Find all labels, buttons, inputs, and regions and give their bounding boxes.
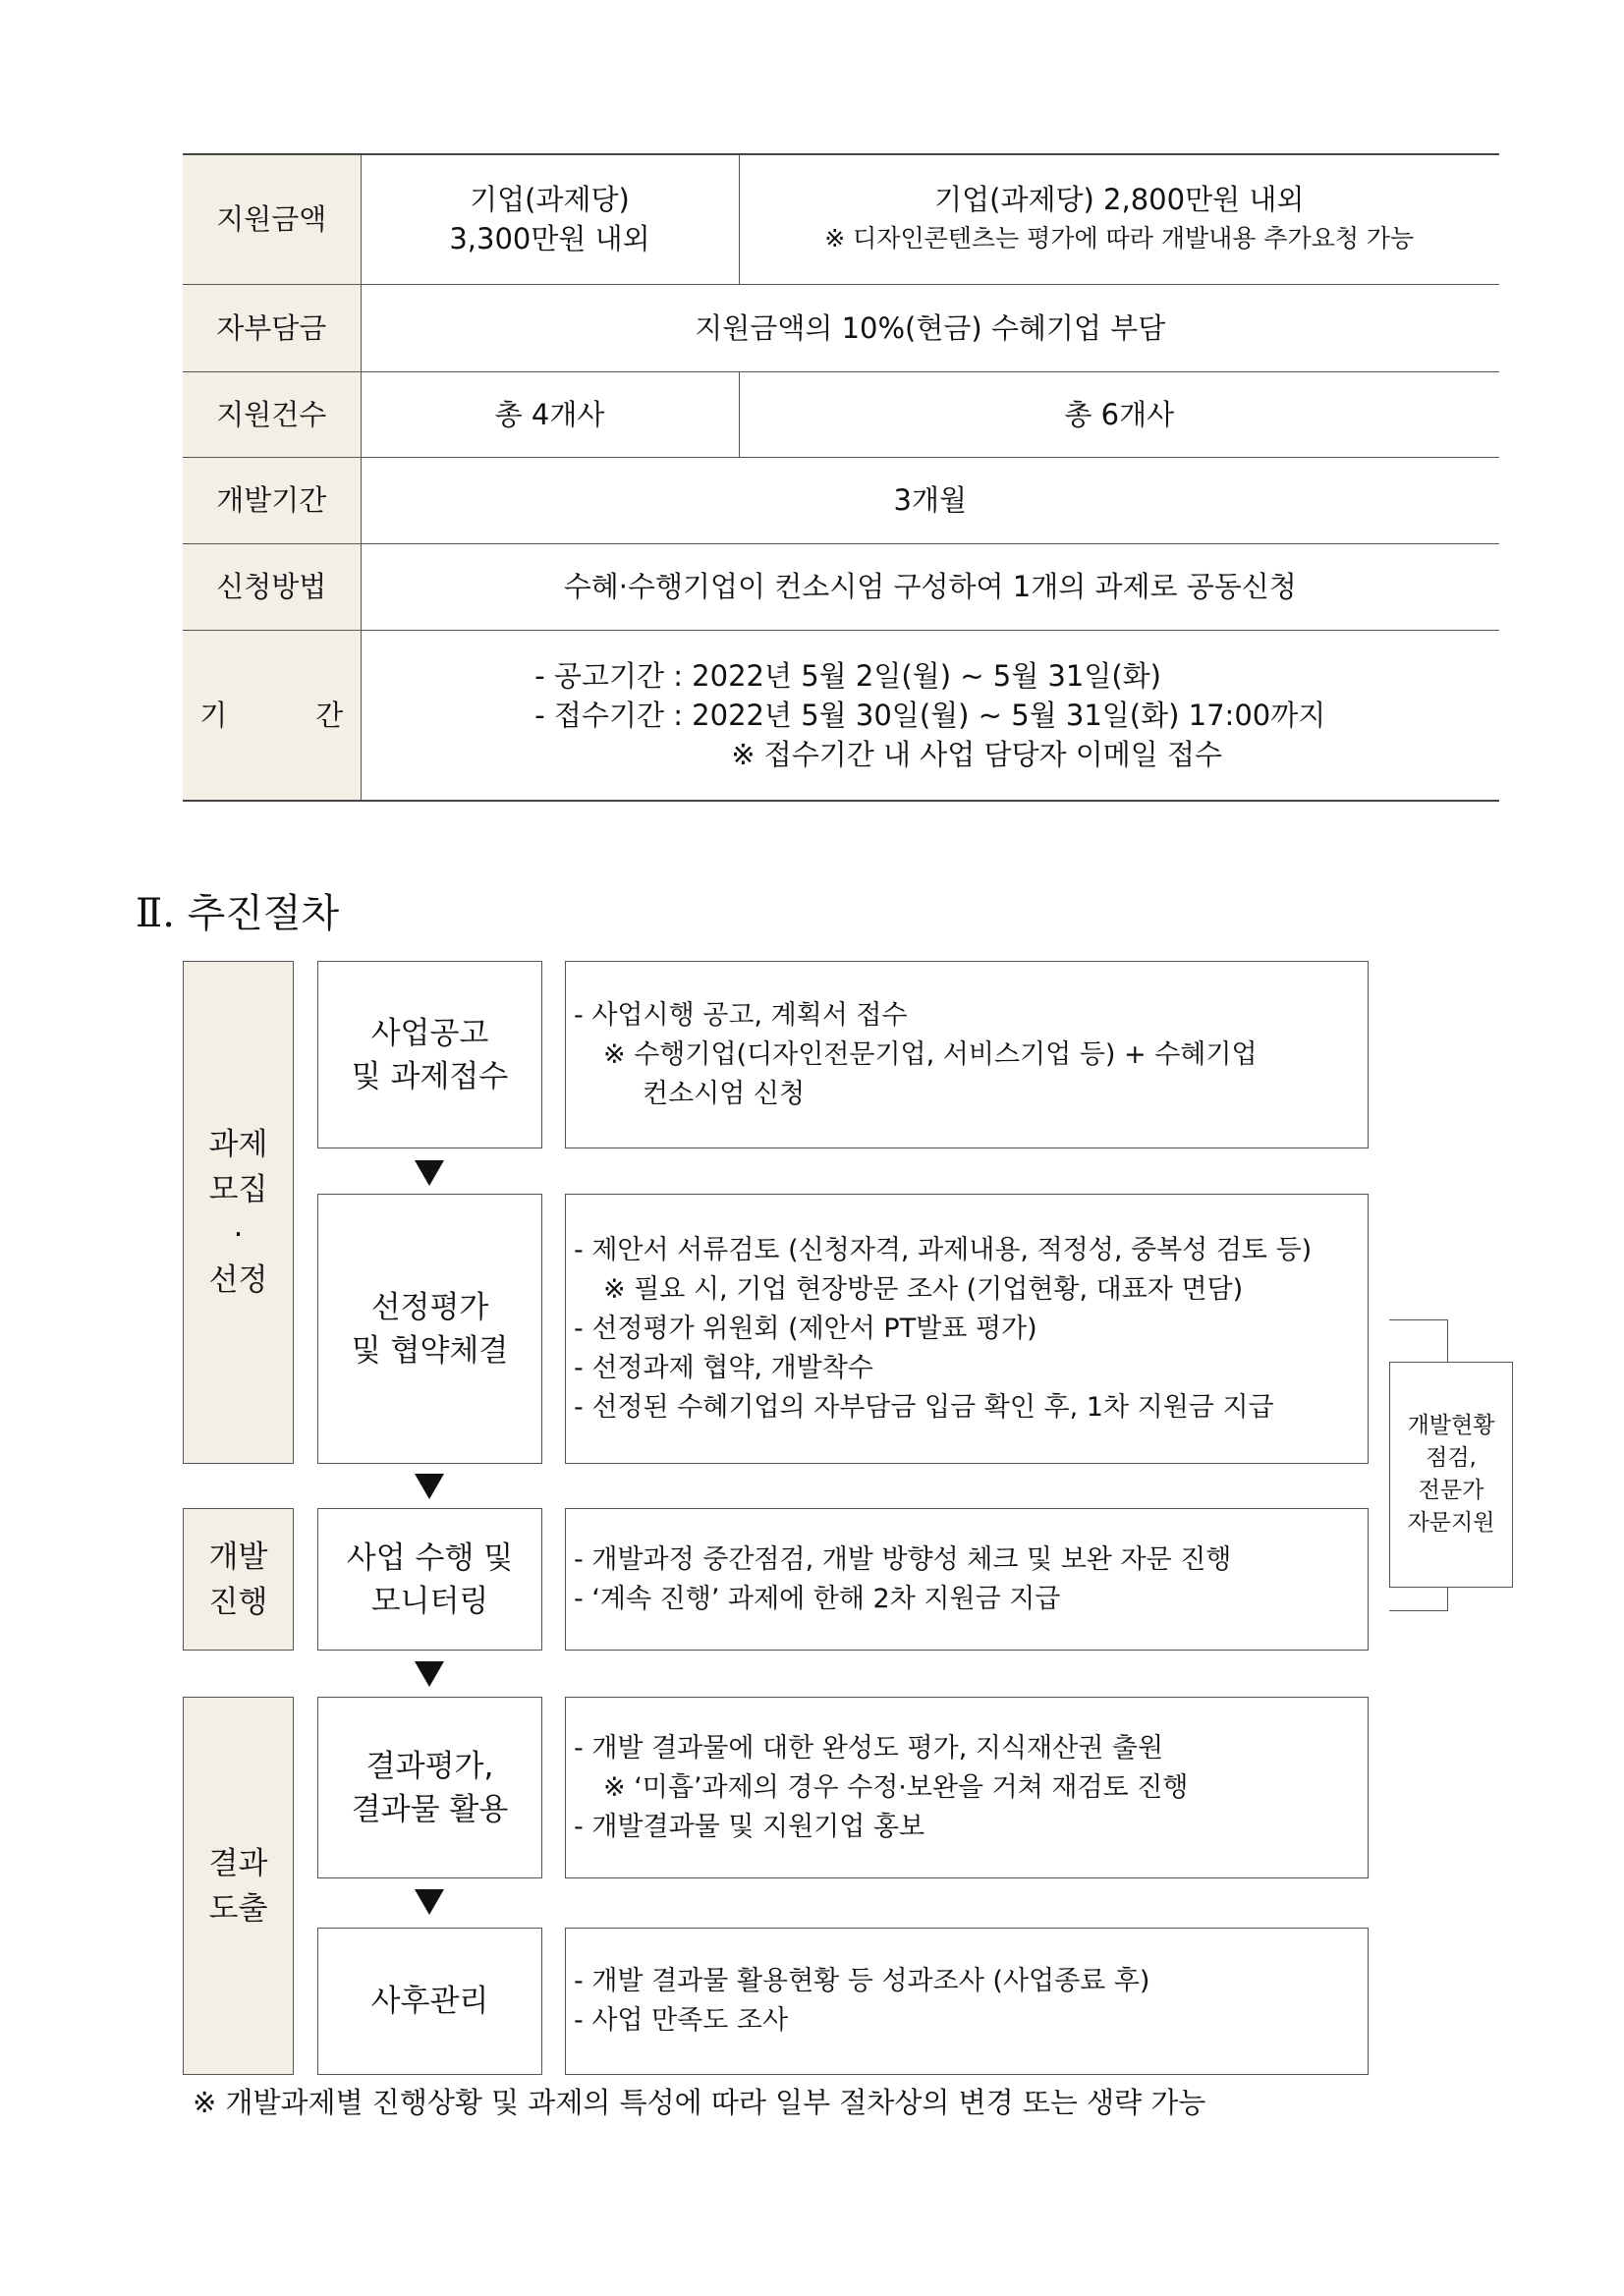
step-execution: 사업 수행 및 모니터링	[317, 1508, 542, 1651]
step-announcement-details: - 사업시행 공고, 계획서 접수 ※ 수행기업(디자인전문기업, 서비스기업 등) + 수혜기업 컨소시엄 신청	[565, 961, 1369, 1148]
support-info-table	[183, 153, 1499, 802]
self-pay-value: 지원금액의 10%(현금) 수혜기업 부담	[361, 284, 1499, 371]
row-label-method: 신청방법	[183, 543, 361, 630]
count-col1: 총 4개사	[361, 371, 739, 457]
down-arrow-icon	[415, 1474, 444, 1499]
row-label-count: 지원건수	[183, 371, 361, 457]
down-arrow-icon	[415, 1889, 444, 1915]
row-label-amount: 지원금액	[183, 154, 361, 284]
side-support-box: 개발현황 점검, 전문가 자문지원	[1389, 1362, 1513, 1588]
row-label-dates: 기 간	[183, 630, 361, 801]
section-title: Ⅱ. 추진절차	[136, 891, 340, 936]
step-follow-up-details: - 개발 결과물 활용현황 등 성과조사 (사업종료 후) - 사업 만족도 조사	[565, 1928, 1369, 2075]
count-col2: 총 6개사	[739, 371, 1499, 457]
row-label-dev-period: 개발기간	[183, 457, 361, 543]
step-evaluation: 선정평가 및 협약체결	[317, 1194, 542, 1464]
dates-note: ※ 접수기간 내 사업 담당자 이메일 접수	[731, 737, 1223, 771]
amount-col1: 기업(과제당) 3,300만원 내외	[361, 154, 739, 284]
down-arrow-icon	[415, 1661, 444, 1687]
notice-period: - 공고기간 : 2022년 5월 2일(월) ~ 5월 31일(화)	[534, 658, 1161, 693]
table-row-dev-period	[183, 457, 1499, 543]
table-row-method	[183, 543, 1499, 630]
table-row-amount	[183, 154, 1499, 284]
table-row-self-pay	[183, 284, 1499, 371]
step-result-evaluation: 결과평가, 결과물 활용	[317, 1697, 542, 1878]
amount-col2: 기업(과제당) 2,800만원 내외 ※ 디자인콘텐츠는 평가에 따라 개발내용 추가요청 가능	[739, 154, 1499, 284]
method-value: 수혜·수행기업이 컨소시엄 구성하여 1개의 과제로 공동신청	[361, 543, 1499, 630]
amount-note: ※ 디자인콘텐츠는 평가에 따라 개발내용 추가요청 가능	[824, 224, 1415, 253]
stage-recruit-select: 과제 모집 · 선정	[183, 961, 294, 1464]
row-label-self-pay: 자부담금	[183, 284, 361, 371]
step-announcement: 사업공고 및 과제접수	[317, 961, 542, 1148]
step-execution-details: - 개발과정 중간점검, 개발 방향성 체크 및 보완 자문 진행 - ‘계속 진행’ 과제에 한해 2차 지원금 지급	[565, 1508, 1369, 1651]
side-bracket-bottom	[1389, 1588, 1448, 1611]
step-result-evaluation-details: - 개발 결과물에 대한 완성도 평가, 지식재산권 출원 ※ ‘미흡’과제의 경우 수정·보완을 거쳐 재검토 진행 - 개발결과물 및 지원기업 홍보	[565, 1697, 1369, 1878]
stage-develop: 개발 진행	[183, 1508, 294, 1651]
step-evaluation-details: - 제안서 서류검토 (신청자격, 과제내용, 적정성, 중복성 검토 등) ※ 필요 시, 기업 현장방문 조사 (기업현황, 대표자 면담) - 선정평가 위원회 (제안서 PT발표 평가) - 선정과제 협약, 개발착수 - 선정된 수혜기업의 자부담금 입금 확인 후, 1차 지원금 지급	[565, 1194, 1369, 1464]
application-period: - 접수기간 : 2022년 5월 30일(월) ~ 5월 31일(화) 17:00까지	[534, 698, 1326, 732]
side-bracket-top	[1389, 1319, 1448, 1362]
table-row-count	[183, 371, 1499, 457]
dev-period-value: 3개월	[361, 457, 1499, 543]
down-arrow-icon	[415, 1160, 444, 1186]
stage-result: 결과 도출	[183, 1697, 294, 2075]
footnote: ※ 개발과제별 진행상황 및 과제의 특성에 따라 일부 절차상의 변경 또는 생략 가능	[193, 2086, 1206, 2119]
dates-value	[361, 630, 1499, 801]
step-follow-up: 사후관리	[317, 1928, 542, 2075]
table-row-dates	[183, 630, 1499, 801]
